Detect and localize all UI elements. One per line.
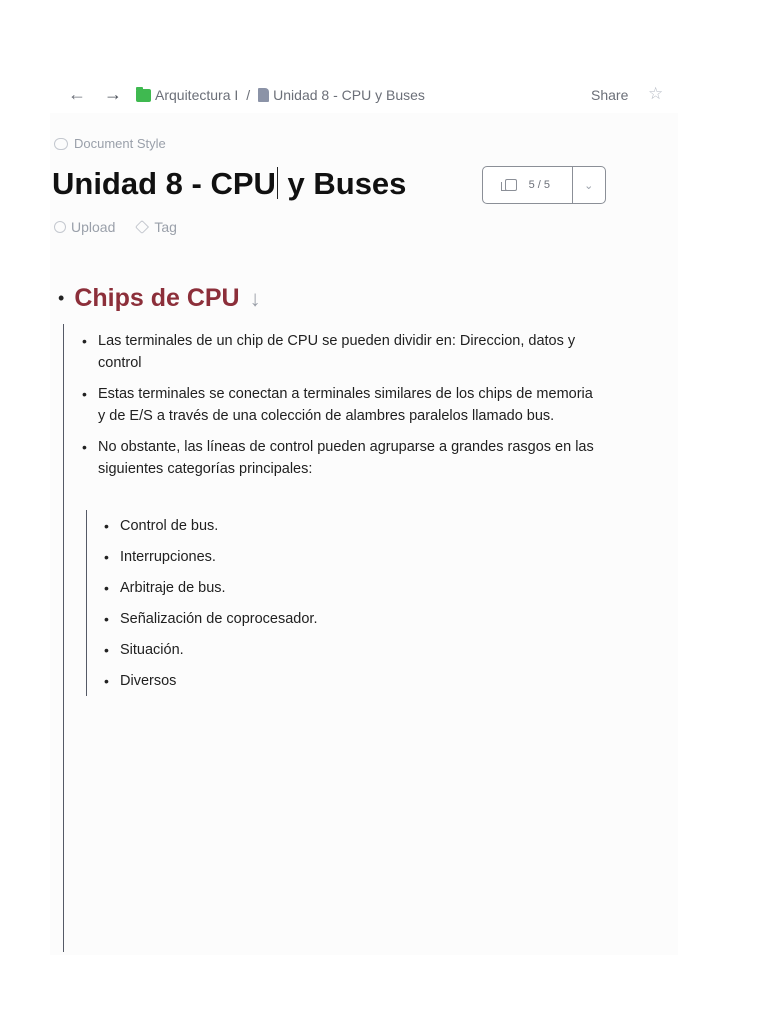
tag-button[interactable]: [137, 219, 177, 235]
upload-label: Upload: [71, 219, 116, 235]
top-bar: [68, 84, 668, 106]
page-title-part-2: y Buses: [278, 166, 407, 201]
upload-button[interactable]: [54, 219, 115, 235]
heading-text[interactable]: Chips de CPU: [74, 284, 240, 312]
pager-main-button[interactable]: [483, 167, 572, 203]
list-item[interactable]: • Las terminales de un chip de CPU se pueden dividir en: Direccion, datos y control: [82, 330, 602, 374]
folder-icon: [136, 89, 151, 102]
nested-guide-line: [86, 510, 87, 696]
list-item[interactable]: • Diversos: [104, 670, 504, 692]
document-icon: [258, 88, 269, 102]
arrow-left-icon[interactable]: ←: [68, 84, 86, 104]
copy-icon: [505, 179, 517, 191]
document-style-label: Document Style: [74, 136, 166, 151]
tag-icon: [135, 220, 149, 234]
pager-count: 5 / 5: [528, 179, 550, 191]
bullet-list: [82, 330, 602, 489]
nested-bullet-list: [104, 515, 504, 701]
list-item[interactable]: • Señalización de coprocesador.: [104, 608, 504, 630]
star-icon[interactable]: ☆: [648, 84, 664, 103]
arrow-right-icon[interactable]: →: [104, 84, 122, 104]
list-item[interactable]: • Arbitraje de bus.: [104, 577, 504, 599]
breadcrumb: [136, 87, 425, 103]
page-title[interactable]: [52, 166, 406, 202]
share-button[interactable]: Share: [591, 87, 629, 103]
tag-label: Tag: [154, 219, 177, 235]
page-pager: [482, 166, 606, 204]
breadcrumb-item-document[interactable]: Unidad 8 - CPU y Buses: [273, 87, 425, 103]
list-item[interactable]: • No obstante, las líneas de control pueden agruparse a grandes rasgos en las siguientes categorías principales:: [82, 436, 602, 480]
arrow-down-icon[interactable]: ↓: [249, 285, 261, 311]
document-style-button[interactable]: [54, 136, 166, 151]
meta-row: [54, 219, 177, 235]
chevron-down-icon[interactable]: ⌄: [572, 167, 605, 203]
list-item[interactable]: • Control de bus.: [104, 515, 504, 537]
outline-guide-line: [63, 324, 64, 952]
breadcrumb-item-workspace[interactable]: Arquitectura I: [155, 87, 239, 103]
text-cursor: [277, 167, 278, 199]
section-heading: [58, 284, 261, 313]
page-title-part-1: Unidad 8 - CPU: [52, 166, 276, 201]
list-item[interactable]: • Interrupciones.: [104, 546, 504, 568]
list-item[interactable]: • Situación.: [104, 639, 504, 661]
palette-icon: [54, 138, 68, 150]
breadcrumb-separator: /: [246, 87, 251, 103]
heading-bullet: •: [58, 288, 65, 308]
list-item[interactable]: • Estas terminales se conectan a terminales similares de los chips de memoria y de E/S a través de una colección de alambres paralelos llamado bus.: [82, 383, 602, 427]
upload-icon: [54, 221, 66, 233]
